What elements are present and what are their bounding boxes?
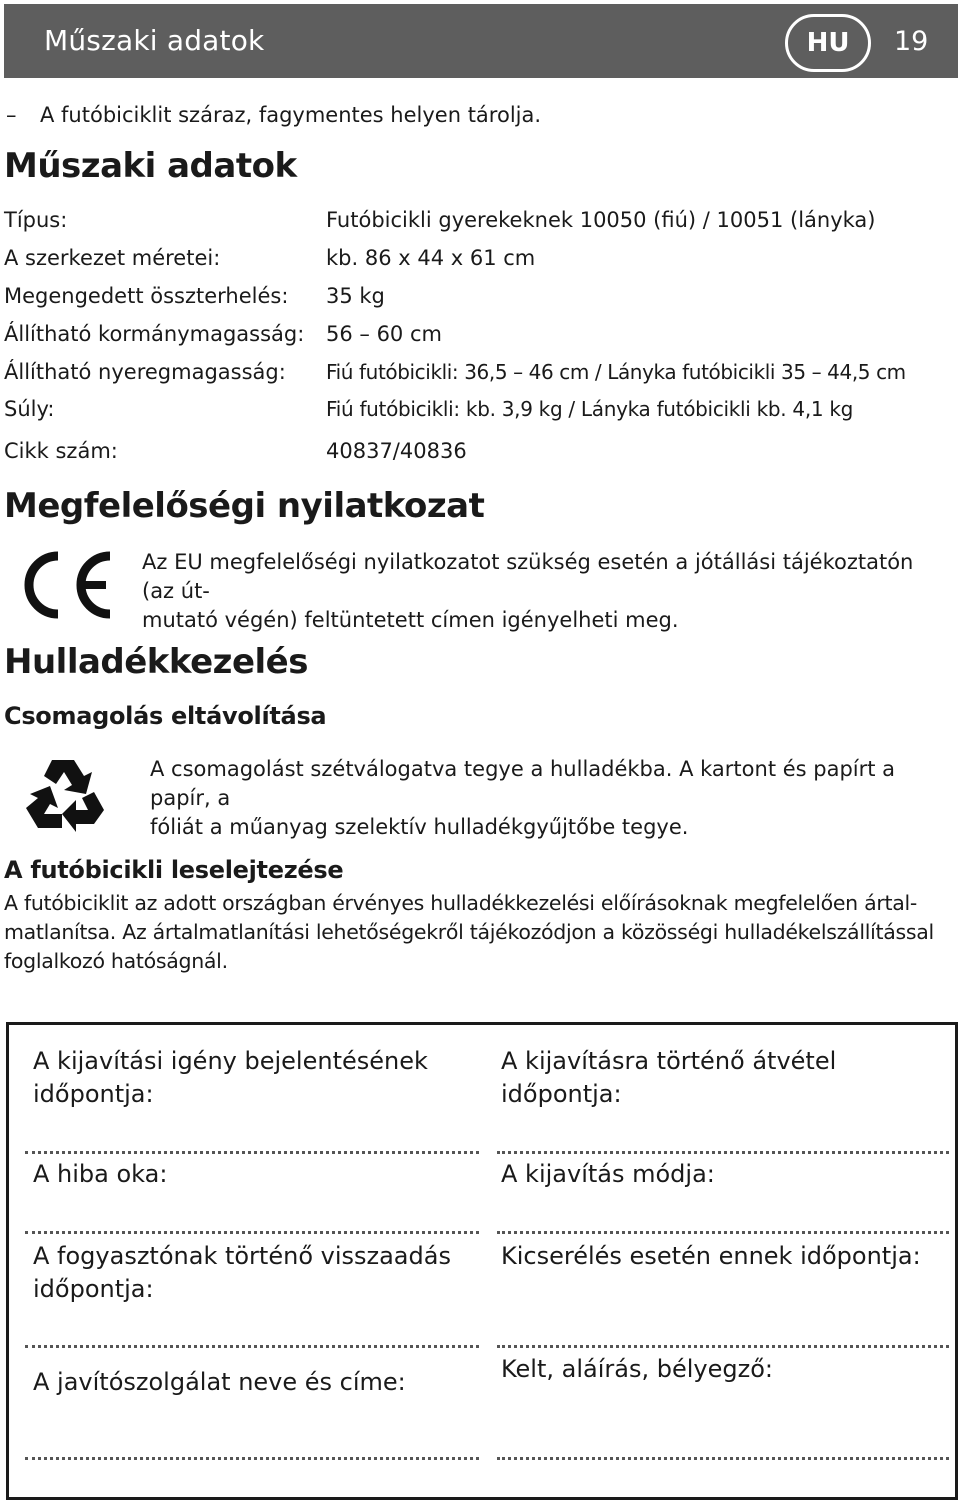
conformity-heading: Megfelelőségi nyilatkozat [4,486,485,526]
spec-label-saddle-height: Állítható nyeregmagasság: [4,360,286,384]
bike-disposal-line-3: foglalkozó hatóságnál. [4,949,228,973]
form-label-service-name-address: A javítószolgálat neve és címe: [33,1368,406,1396]
form-line-repair-method[interactable] [497,1231,949,1234]
form-label-fault-cause: A hiba oka: [33,1160,168,1188]
form-label-report-date-line-1: A kijavítási igény bejelentésének [33,1047,428,1075]
form-label-return-date-line-2: időpontja: [33,1275,154,1303]
form-label-repair-method: A kijavítás módja: [501,1160,715,1188]
ce-mark-icon [14,548,114,622]
bike-disposal-line-2: matlanítsa. Az ártalmatlanítási lehetőségekről tájékozódjon a közösségi hulladékelszállítással [4,920,934,944]
spec-value-article-number: 40837/40836 [326,439,467,463]
spec-value-type: Futóbicikli gyerekeknek 10050 (fiú) / 10051 (lányka) [326,208,876,232]
conformity-text [142,548,942,635]
spec-label-handlebar-height: Állítható kormánymagasság: [4,322,305,346]
form-label-return-date-line-1: A fogyasztónak történő visszaadás [33,1242,451,1270]
recycle-icon [22,754,108,834]
form-line-replacement-date[interactable] [497,1345,949,1348]
storage-note-text: A futóbiciklit száraz, fagymentes helyen tárolja. [40,103,542,127]
bike-disposal-line-1: A futóbiciklit az adott országban érvényes hulladékkezelési előírásoknak megfelelően ártal- [4,891,917,915]
specs-heading: Műszaki adatok [4,146,297,186]
spec-label-article-number: Cikk szám: [4,439,118,463]
bike-disposal-text [4,889,954,976]
spec-value-saddle-height: Fiú futóbicikli: 36,5 – 46 cm / Lányka futóbicikli 35 – 44,5 cm [326,360,906,384]
form-line-return-date[interactable] [25,1345,479,1348]
form-label-report-date-line-2: időpontja: [33,1080,154,1108]
spec-label-max-load: Megengedett összterhelés: [4,284,289,308]
bullet-dash: – [6,103,17,127]
form-label-report-date [33,1045,428,1111]
language-badge: HU [785,14,871,72]
packaging-line-2: fóliát a műanyag szelektív hulladékgyűjtőbe tegye. [150,815,689,839]
conformity-line-2: mutató végén) feltüntetett címen igényelheti meg. [142,608,679,632]
packaging-text [150,755,950,842]
disposal-heading: Hulladékkezelés [4,642,308,682]
form-line-service-name-address[interactable] [25,1457,479,1460]
spec-value-max-load: 35 kg [326,284,385,308]
conformity-line-1: Az EU megfelelőségi nyilatkozatot szükség esetén a jótállási tájékoztatón (az út- [142,550,914,603]
bike-disposal-heading: A futóbicikli leselejtezése [4,856,344,884]
spec-value-weight: Fiú futóbicikli: kb. 3,9 kg / Lányka futóbicikli kb. 4,1 kg [326,397,854,421]
header-title: Műszaki adatok [44,24,265,57]
form-line-date-signature-stamp[interactable] [497,1457,949,1460]
form-label-replacement-date: Kicserélés esetén ennek időpontja: [501,1242,921,1270]
page-header [4,4,958,78]
page-number: 19 [894,26,929,57]
spec-label-dimensions: A szerkezet méretei: [4,246,221,270]
form-label-intake-date: A kijavításra történő átvétel időpontja: [501,1047,837,1108]
form-line-fault-cause[interactable] [25,1231,479,1234]
form-line-report-date[interactable] [25,1151,479,1154]
repair-form [6,1022,958,1500]
form-label-return-date [33,1240,451,1306]
spec-label-type: Típus: [4,208,68,232]
packaging-line-1: A csomagolást szétválogatva tegye a hulladékba. A kartont és papírt a papír, a [150,757,896,810]
spec-value-dimensions: kb. 86 x 44 x 61 cm [326,246,536,270]
spec-label-weight: Súly: [4,397,55,421]
storage-note [6,103,541,127]
spec-value-handlebar-height: 56 – 60 cm [326,322,442,346]
form-label-date-signature-stamp: Kelt, aláírás, bélyegző: [501,1355,773,1383]
packaging-heading: Csomagolás eltávolítása [4,702,327,730]
form-line-intake-date[interactable] [497,1151,949,1154]
